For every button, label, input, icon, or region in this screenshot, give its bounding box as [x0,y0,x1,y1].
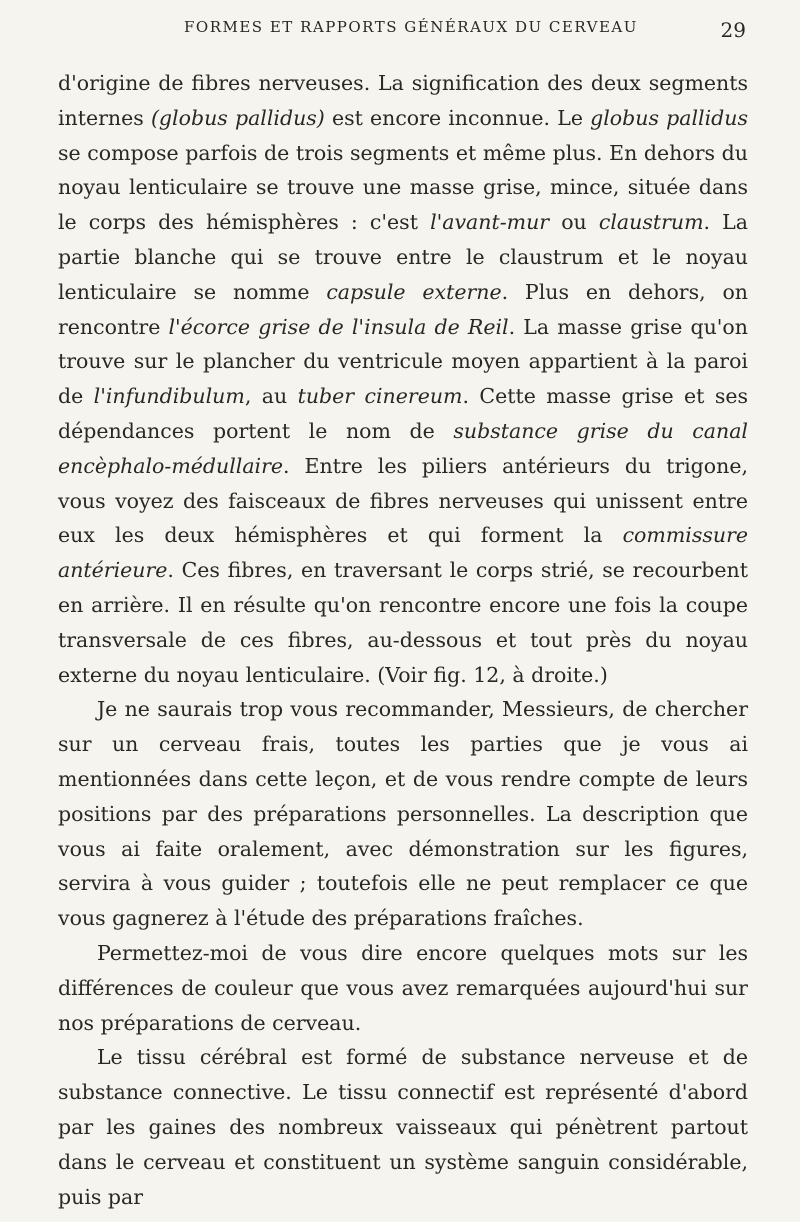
text-span: est encore inconnue. Le [324,105,591,130]
italic-term: tuber cinereum [297,384,463,409]
text-span: Permettez-moi de vous dire encore quelques mots sur les différences de couleur que vous avez remarquées aujourd'hui sur nos préparations de cerveau. [58,940,748,1035]
italic-term: l'avant-mur [430,210,550,235]
italic-term: commissure antérieure [58,523,748,583]
text-span: ou [549,210,599,235]
text-span: , au [244,384,298,409]
italic-term: claustrum [598,210,704,235]
paragraph-1 [58,66,748,692]
text-span: . Cette masse grise et ses dépendances portent le nom de [58,384,748,443]
italic-term: globus pallidus [590,105,748,130]
text-span: . Plus en dehors, on rencontre [58,279,748,339]
italic-term: l'infundibulum [93,384,245,409]
italic-term: (globus pallidus) [150,105,325,130]
text-span: . Entre les piliers antérieurs du trigone, vous voyez des faisceaux de fibres nerveuses qui unissent entre eux les deux hémisphères et qui forment la [58,453,748,548]
text-span: . La partie blanche qui se trouve entre le claustrum et le noyau lenticulaire se nomme [58,210,748,304]
body-text [58,66,748,1214]
paragraph-3 [58,936,748,1040]
running-title: FORMES ET RAPPORTS GÉNÉRAUX DU CERVEAU [184,18,638,36]
text-span: . Ces fibres, en traversant le corps strié, se recourbent en arrière. Il en résulte qu'on rencontre encore une fois la coupe transversale de ces fibres, au-dessous et tout près du noyau externe du noyau lenticulaire. (Voir fig. 12, à droite.) [58,558,748,687]
text-span: se compose parfois de trois segments et même plus. En dehors du noyau lenticulaire se trouve une masse grise, mince, située dans le corps des hémisphères : c'est [58,140,748,235]
italic-term: l'écorce grise de l'insula de Reil [168,314,509,339]
text-span: Je ne saurais trop vous recommander, Messieurs, de chercher sur un cerveau frais, toutes les parties que je vous ai mentionnées dans cette leçon, et de vous rendre compte de leurs positions par des préparations personnelles. La description que vous ai faite oralement, avec démonstration sur les figures, servira à vous guider ; toutefois elle ne peut remplacer ce que vous gagnerez à l'étude des préparations fraîches. [58,697,748,931]
text-span: d'origine de fibres nerveuses. La signification des deux segments internes [58,71,748,130]
italic-term: substance grise du canal encèphalo-médullaire [58,418,748,478]
paragraph-2 [58,692,748,936]
page-number: 29 [720,18,746,42]
running-header [84,18,746,44]
text-span: Le tissu cérébral est formé de substance nerveuse et de substance connective. Le tissu connectif est représenté d'abord par les gaines des nombreux vaisseaux qui pénètrent partout dans le cerveau et constituent un système sanguin considérable, puis par [58,1045,748,1209]
italic-term: capsule externe [326,279,502,304]
text-span: . La masse grise qu'on trouve sur le plancher du ventricule moyen appartient à la paroi de [58,314,748,409]
paragraph-4 [58,1040,748,1214]
